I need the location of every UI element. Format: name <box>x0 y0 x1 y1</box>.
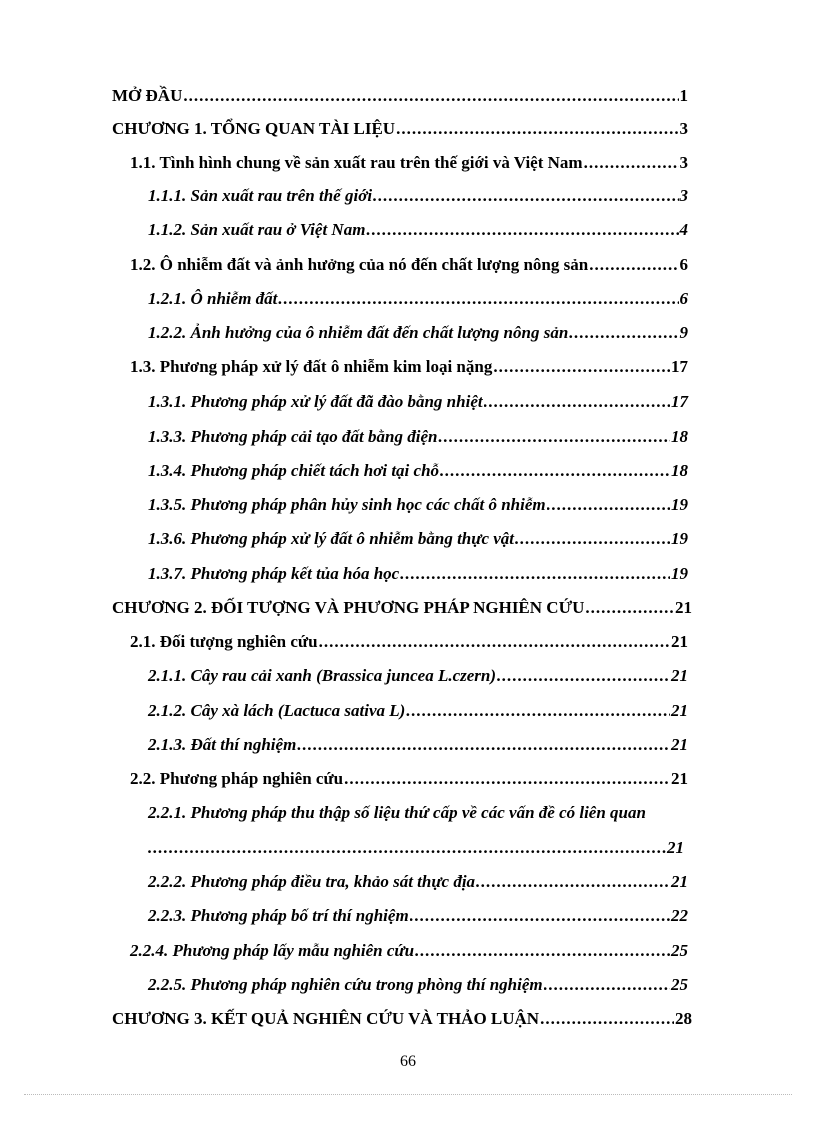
toc-entry-page: 28 <box>675 1009 692 1028</box>
toc-entry-1-2-2[interactable] <box>148 322 688 344</box>
toc-entry-title: 1.3.6. Phương pháp xử lý đất ô nhiễm bằng thực vật <box>148 529 515 548</box>
dot-leader <box>547 494 670 516</box>
dot-leader <box>415 940 670 962</box>
toc-entry-title: 2.2.5. Phương pháp nghiên cứu trong phòng thí nghiệm <box>148 975 543 994</box>
dot-leader <box>319 631 670 653</box>
toc-entry-page: 3 <box>679 186 688 205</box>
toc-entry-title: CHƯƠNG 1. TỔNG QUAN TÀI LIỆU <box>112 119 396 138</box>
toc-entry-title: 2.1.1. Cây rau cải xanh (Brassica juncea L.czern) <box>148 666 497 685</box>
dot-leader <box>148 837 667 859</box>
toc-entry-page: 21 <box>671 769 688 788</box>
toc-entry-page: 21 <box>671 701 688 720</box>
toc-entry-title: 2.1.2. Cây xà lách (Lactuca sativa L) <box>148 701 406 720</box>
toc-entry-title: 1.1. Tình hình chung về sản xuất rau trên thế giới và Việt Nam <box>130 153 583 172</box>
toc-entry-title: 1.3. Phương pháp xử lý đất ô nhiễm kim loại nặng <box>130 357 493 376</box>
toc-entry-page: 19 <box>671 495 688 514</box>
dot-leader <box>585 597 674 619</box>
dot-leader <box>366 219 678 241</box>
dot-leader <box>344 768 670 790</box>
toc-entry-page: 21 <box>671 666 688 685</box>
toc-entry-title: 2.2.1. Phương pháp thu thập số liệu thứ cấp về các vấn đề có liên quan <box>148 803 646 822</box>
toc-entry-1-3-3[interactable] <box>148 426 688 448</box>
toc-entry-1-1-1[interactable] <box>148 185 688 207</box>
toc-entry-1-3-4[interactable] <box>148 460 688 482</box>
toc-entry-title: 2.1.3. Đất thí nghiệm <box>148 735 297 754</box>
dot-leader <box>515 528 670 550</box>
toc-entry-title: 1.3.4. Phương pháp chiết tách hơi tại chỗ <box>148 461 440 480</box>
toc-entry-title: 2.1. Đối tượng nghiên cứu <box>130 632 318 651</box>
toc-entry-title: 2.2.4. Phương pháp lấy mẫu nghiên cứu <box>130 941 415 960</box>
toc-entry-page: 3 <box>679 119 688 138</box>
dot-leader <box>373 185 678 207</box>
dot-leader <box>278 288 678 310</box>
footer-divider <box>24 1094 792 1095</box>
toc-entry-page: 6 <box>679 289 688 308</box>
toc-entry-1-3-5[interactable] <box>148 494 688 516</box>
dot-leader <box>297 734 670 756</box>
toc-entry-title: 1.3.7. Phương pháp kết tủa hóa học <box>148 564 400 583</box>
dot-leader <box>476 871 670 893</box>
toc-entry-2-2-2[interactable] <box>148 871 688 893</box>
toc-entry-2-1-1[interactable] <box>148 665 688 687</box>
toc-entry-title: CHƯƠNG 2. ĐỐI TƯỢNG VÀ PHƯƠNG PHÁP NGHIÊN CỨU <box>112 598 585 617</box>
toc-entry-page: 4 <box>679 220 688 239</box>
toc-entry-1-1-2[interactable] <box>148 219 688 241</box>
toc-entry-title: MỞ ĐẦU <box>112 86 183 105</box>
dot-leader <box>396 118 678 140</box>
toc-entry-page: 18 <box>671 427 688 446</box>
toc-entry-chapter-1[interactable] <box>112 118 688 140</box>
toc-entry-page: 18 <box>671 461 688 480</box>
toc-entry-title: 2.2.3. Phương pháp bố trí thí nghiệm <box>148 906 409 925</box>
toc-entry-page: 17 <box>671 357 688 376</box>
toc-entry-1-3-6[interactable] <box>148 528 688 550</box>
dot-leader <box>584 152 679 174</box>
toc-entry-page: 21 <box>675 598 692 617</box>
toc-entry-page: 21 <box>667 838 684 857</box>
page-number: 66 <box>400 1053 416 1070</box>
dot-leader <box>497 665 670 687</box>
dot-leader <box>544 974 670 996</box>
toc-entry-title: 1.3.3. Phương pháp cải tạo đất bằng điện <box>148 427 438 446</box>
toc-entry-2-1-3[interactable] <box>148 734 688 756</box>
toc-entry-page: 1 <box>679 86 688 105</box>
toc-entry-1-3-7[interactable] <box>148 563 688 585</box>
toc-entry-page: 21 <box>671 735 688 754</box>
toc-entry-1-3-1[interactable] <box>148 391 688 413</box>
toc-entry-1-2-1[interactable] <box>148 288 688 310</box>
toc-entry-chapter-2[interactable] <box>112 597 692 619</box>
dot-leader <box>540 1008 674 1030</box>
toc-entry-title: 1.3.5. Phương pháp phân hủy sinh học các chất ô nhiễm <box>148 495 546 514</box>
toc-entry-2-1[interactable] <box>130 631 688 653</box>
toc-entry-1-1[interactable] <box>130 152 688 174</box>
toc-entry-2-2-4[interactable] <box>130 940 688 962</box>
toc-entry-1-2[interactable] <box>130 254 688 276</box>
dot-leader <box>484 391 670 413</box>
dot-leader <box>438 426 670 448</box>
toc-entry-page: 9 <box>679 323 688 342</box>
toc-entry-title: CHƯƠNG 3. KẾT QUẢ NGHIÊN CỨU VÀ THẢO LUẬN <box>112 1009 540 1028</box>
toc-entry-page: 25 <box>671 975 688 994</box>
toc-entry-page: 25 <box>671 941 688 960</box>
dot-leader <box>406 700 670 722</box>
toc-entry-page: 17 <box>671 392 688 411</box>
toc-entry-page: 19 <box>671 529 688 548</box>
dot-leader <box>440 460 670 482</box>
dot-leader <box>410 905 670 927</box>
toc-entry-page: 19 <box>671 564 688 583</box>
toc-entry-page: 21 <box>671 632 688 651</box>
toc-entry-page: 21 <box>671 872 688 891</box>
toc-entry-title: 1.2. Ô nhiễm đất và ảnh hưởng của nó đến chất lượng nông sản <box>130 255 589 274</box>
toc-entry-page: 6 <box>679 255 688 274</box>
toc-entry-title: 1.1.1. Sản xuất rau trên thế giới <box>148 186 373 205</box>
toc-entry-2-2-5[interactable] <box>148 974 688 996</box>
toc-entry-title: 2.2.2. Phương pháp điều tra, khảo sát thực địa <box>148 872 476 891</box>
toc-entry-title: 1.2.1. Ô nhiễm đất <box>148 289 278 308</box>
toc-entry-title: 1.1.2. Sản xuất rau ở Việt Nam <box>148 220 366 239</box>
dot-leader <box>400 563 670 585</box>
toc-entry-page: 22 <box>671 906 688 925</box>
toc-entry-1-3[interactable] <box>130 356 688 378</box>
toc-entry-2-2-1-continuation[interactable] <box>148 837 684 859</box>
toc-entry-2-2[interactable] <box>130 768 688 790</box>
dot-leader <box>183 85 678 107</box>
toc-entry-title: 1.2.2. Ảnh hưởng của ô nhiễm đất đến chất lượng nông sản <box>148 323 569 342</box>
toc-entry-chapter-3[interactable] <box>112 1008 692 1030</box>
toc-entry-page: 3 <box>679 153 688 172</box>
toc-entry-title: 2.2. Phương pháp nghiên cứu <box>130 769 344 788</box>
toc-entry-mo-dau[interactable] <box>112 85 688 107</box>
toc-entry-2-2-3[interactable] <box>148 905 688 927</box>
dot-leader <box>569 322 678 344</box>
dot-leader <box>589 254 678 276</box>
toc-entry-2-1-2[interactable] <box>148 700 688 722</box>
toc-entry-title: 1.3.1. Phương pháp xử lý đất đã đào bằng nhiệt <box>148 392 483 411</box>
toc-entry-2-2-1[interactable] <box>148 802 696 824</box>
dot-leader <box>493 356 670 378</box>
